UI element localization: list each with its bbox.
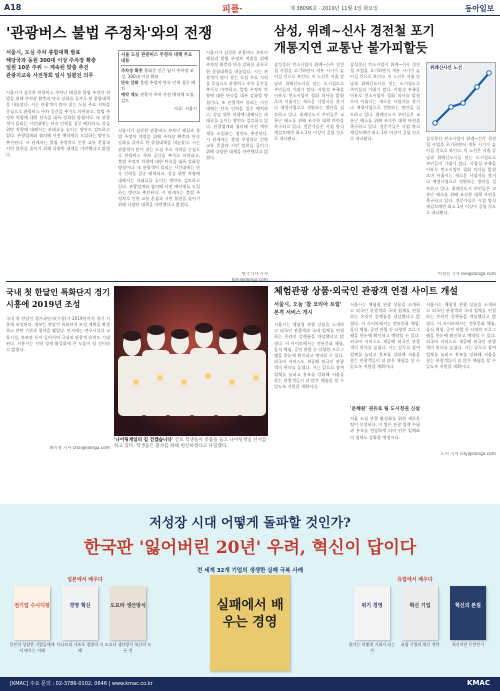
article2-body-col3: 삼성물산 컨소시엄이 위례~신사 경전철 사업을 포기하면서 개통 시기가 늦어질 것으로 보인다. 이 노선은 서울 강남과 위례신도시를 잇는 도시철도로 주민들의 기대가 컸다. 사업성 부족을 이유로 컨소시엄이 철회 의사를 밝혔으며 서울시는 새로운 사업자를 찾거나 재정사업으로 전환하는 방안을 검토하고 있다. 위례신도시 주민들은 교통난 해소를 위해 조속한 대책 마련을 촉구하고 있다. 전문가들은 사업 방식 재검토에만 최소 1년 이상이 걸릴 것으로 내다봤다.	[426, 136, 496, 216]
info-box-title: 서울 도심 관광버스 주정차 대책 주요 내용	[121, 53, 197, 66]
book-caption: 이나모리 가즈오 경영의 지혜	[56, 642, 104, 653]
article3-body-col1: 서울시는 체험형 관광 상품을 소개하고 외국인 관광객과 국내 업체를 연결하는 온라인 플랫폼을 개설했다고 밝혔다. 이 사이트에서는 전통문화 체험, 음식 체험, 공연 관람 등 다양한 프로그램을 한눈에 확인하고 예약할 수 있다. 외국어 서비스도 제공해 외국인 관광객의 편의를 높였다. 시는 앞으로 참여 업체를 늘리고 홍보를 강화해 서울을 찾는 관광객들이 더 많은 체험을 할 수 있도록 지원할 계획이다.	[274, 322, 344, 390]
photo-story-body: 국내 첫 한달인 접가과단지(가칭)가 2019년까지 경기 시흥에 조성된다. 정부는 한달인 특화단지 조성 계획을 확정하고 관련 기관과 협약을 맺었다. 단지에는 연구시설과 교육시설, 홍보관 등이 들어서며 국내외 관광객 유치도 기대된다. 시흥시는 지역 경제 활성화에 큰 도움이 될 것이라고 밝혔다.	[6, 316, 110, 353]
route-map	[426, 62, 496, 132]
photo-caption-title: '나이팅게일의 길 걷겠습니다'	[114, 438, 174, 443]
article2-body-col1: 삼성물산 컨소시엄이 위례~신사 경전철 사업을 포기하면서 개통 시기가 늦어질 것으로 보인다. 이 노선은 서울 강남과 위례신도시를 잇는 도시철도로 주민들의 기대가 컸다. 사업성 부족을 이유로 컨소시엄이 철회 의사를 밝혔으며 서울시는 새로운 사업자를 찾거나 재정사업으로 전환하는 방안을 검토하고 있다. 위례신도시 주민들은 교통난 해소를 위해 조속한 대책 마련을 촉구하고 있다. 전문가들은 사업 방식 재검토에만 최소 1년 이상이 걸릴 것으로 내다봤다.	[274, 62, 344, 142]
book-caption: 위기는 어떻게 기회가 되는가	[348, 642, 396, 653]
ad-label-left: 일본에서 배우다	[67, 577, 103, 583]
article3-subhead-2: '문해원' 권유로 팀 도시정권 신설	[350, 407, 420, 412]
article2-headline	[274, 22, 496, 56]
book-caption: 유럽 기업의 혁신 전략	[400, 642, 440, 647]
article1-subhead: 관광지교육 사전청회 일시 일괄진 의무	[6, 72, 94, 79]
ad-label-right: 유럽에서 배우다	[397, 577, 433, 583]
info-row: 예약 제도 관광지 주차 사전 예약제 도입 검토	[121, 92, 194, 103]
book-cover[interactable]: 혁신의 본질	[450, 586, 486, 640]
book-caption: 도요타 생산방식 혁신의 모든 것	[104, 642, 152, 653]
photo-story-headline: 국내 첫 한달인 특화단지 경기 시흥에 2019년 조성	[6, 287, 110, 309]
article2-body-col2: 삼성물산 컨소시엄이 위례~신사 경전철 사업을 포기하면서 개통 시기가 늦어질 것으로 보인다. 이 노선은 서울 강남과 위례신도시를 잇는 도시철도로 주민들의 기대가 컸다. 사업성 부족을 이유로 컨소시엄이 철회 의사를 밝혔으며 서울시는 새로운 사업자를 찾거나 재정사업으로 전환하는 방안을 검토하고 있다. 위례신도시 주민들은 교통난 해소를 위해 조속한 대책 마련을 촉구하고 있다. 전문가들은 사업 방식 재검토에만 최소 1년 이상이 걸릴 것으로 내다봤다.	[350, 62, 420, 142]
news-photo	[114, 286, 268, 436]
ad-subtitle: 전 세계 32개 기업의 생생한 실패 극복 사례	[196, 568, 304, 574]
info-box-source: 자료: 서울시	[174, 106, 197, 111]
page-number: A18	[4, 3, 22, 12]
route-map-graphic	[427, 63, 497, 133]
article1-body-col3: 서울시가 심각한 관광버스 주차난 해결과 불법 주정차 적발을 위해 주차장 확충과 단속 강화를 골자로 한 종합대책을 내놓았다. 시는 관광객이 많이 찾는 도심 주요 지역을 중심으로 관광버스 주차 공간을 추가로 마련하고, 불법 주정차 차량에 대한 단속을 대폭 강화할 방침이다. 또 관광객이 몰리는 시간대에는 단속 인력을 집중 배치하고, 상습 위반 차량에 대해서는 과태료를 높이는 방안도 검토하고 있다. 관광업계와 협의해 사전 예약제를 도입하는 방안도 추진된다. 시 관계자는 불법 주정차로 인한 교통 혼잡과 시민 불편을 줄이기 위해 다양한 대책을 마련했다고 밝혔다.	[206, 50, 268, 161]
article3-subhead: 서울시, 오늘 '참 코리아 트립' 본격 서비스 개시	[274, 302, 342, 316]
article2-byline: 이경진 기자 lee@donga.com	[437, 272, 496, 277]
issue-date: 제 38096호 · 2019년 11월 1일 화요일	[290, 6, 378, 12]
photo-caption	[114, 438, 268, 450]
book-cover[interactable]: 위기 경영	[354, 586, 390, 640]
photo-caption-text: 간호 학생들이 촛불을 들고 나이팅게일 선서를 하고 있다. 학생들은 환자를 위해 헌신하겠다고 다짐했다.	[114, 438, 267, 449]
article3-byline: 도시 기자 city@donga.com	[440, 452, 496, 457]
featured-book-title: 실패에서 배우는 경영	[216, 598, 284, 630]
book-cover[interactable]: 전기업 수시디팅	[14, 586, 50, 640]
article2-headline-line1: 삼성, 위례~신사 경전철 포기	[274, 23, 435, 38]
article3-headline: 체험관광 상품·외국인 관광객 연결 사이트 개설	[274, 287, 458, 297]
book-cover[interactable]: 경영 혁신	[62, 586, 98, 640]
book-caption: 혁신이란 무엇인가	[451, 642, 485, 647]
book-cover[interactable]: 혁신 기업	[402, 586, 438, 640]
article1-subhead: 해당국과 동원 300대 이상 주차장 확충	[6, 57, 97, 64]
featured-book-cover[interactable]	[210, 575, 290, 671]
article3-body-2: 서울 도심 관광 활성화를 위한 새로운 팀이 신설된다. 이 팀은 관광 정책 수립과 홍보를 전담하게 되며 민간 업체와의 협력도 강화할 예정이다.	[350, 416, 420, 440]
photo-story-byline: 최유정 기자 choi@donga.com	[49, 446, 110, 451]
article1-subhead: 서울시, 도심 주차 종합대책 발표	[6, 50, 81, 56]
info-row: 주차장 확충 광화문 인근 임시 주차장 조성, 300대 이상 확보	[121, 68, 194, 79]
kmac-logo: KMAC	[467, 679, 490, 687]
info-row: 단속 강화 불법 주정차 단속 인력 집중 배치	[121, 80, 196, 91]
article1-headline: '관광버스 불법 주정차'와의 전쟁	[6, 25, 213, 42]
divider	[6, 281, 496, 282]
article3-body-col3: 서울시는 체험형 관광 상품을 소개하고 외국인 관광객과 국내 업체를 연결하는 온라인 플랫폼을 개설했다고 밝혔다. 이 사이트에서는 전통문화 체험, 음식 체험, 공연 관람 등 다양한 프로그램을 한눈에 확인하고 예약할 수 있다. 외국어 서비스도 제공해 외국인 관광객의 편의를 높였다. 시는 앞으로 참여 업체를 늘리고 홍보를 강화해 서울을 찾는 관광객들이 더 많은 체험을 할 수 있도록 지원할 계획이다.	[426, 302, 496, 370]
ad-title-2: 한국판 '잃어버린 20년' 우려, 혁신이 답이다	[83, 538, 417, 558]
book-cover[interactable]: 도요타 생산방식	[110, 586, 146, 640]
info-box	[118, 50, 200, 122]
article1-subhead: 일원 10분 주위 ~ 계속된 맞춤 추진	[6, 65, 89, 71]
ad-header	[0, 504, 500, 564]
route-map-title: 위례신사선 노선	[430, 66, 462, 71]
nurses-candlelight-photo	[114, 286, 268, 436]
newspaper-logo: 동아일보	[465, 4, 494, 13]
article1-subheads	[6, 50, 110, 80]
book-caption: 일본의 성장한 기업들에게서 배우는 지혜	[9, 642, 55, 653]
article1-byline: 한국기자 기자	[241, 272, 268, 277]
ad-footer-contact: [KMAC] 주요 문의 : 02-3786-0102, 0646 | www.kmac.co.kr	[10, 681, 153, 687]
ad-title-1: 저성장 시대 어떻게 돌파할 것인가?	[149, 516, 351, 531]
section-title: 피플·	[222, 5, 243, 15]
article1-body-col2: 서울시가 심각한 관광버스 주차난 해결과 불법 주정차 적발을 위해 주차장 확충과 단속 강화를 골자로 한 종합대책을 내놓았다. 시는 관광객이 많이 찾는 도심 주요 지역을 중심으로 관광버스 주차 공간을 추가로 마련하고, 불법 주정차 차량에 대한 단속을 대폭 강화할 방침이다. 또 관광객이 몰리는 시간대에는 단속 인력을 집중 배치하고, 상습 위반 차량에 대해서는 과태료를 높이는 방안도 검토하고 있다. 관광업계와 협의해 사전 예약제를 도입하는 방안도 추진된다. 시 관계자는 불법 주정차로 인한 교통 혼잡과 시민 불편을 줄이기 위해 다양한 대책을 마련했다고 밝혔다.	[118, 128, 200, 208]
article2-headline-line2: 개통지연 교통난 불가피할듯	[274, 40, 428, 55]
article3-body-col2: 서울시는 체험형 관광 상품을 소개하고 외국인 관광객과 국내 업체를 연결하는 온라인 플랫폼을 개설했다고 밝혔다. 이 사이트에서는 전통문화 체험, 음식 체험, 공연 관람 등 다양한 프로그램을 한눈에 확인하고 예약할 수 있다. 외국어 서비스도 제공해 외국인 관광객의 편의를 높였다. 시는 앞으로 참여 업체를 늘리고 홍보를 강화해 서울을 찾는 관광객들이 더 많은 체험을 할 수 있도록 지원할 계획이다.	[350, 302, 420, 370]
article1-body-col1: 서울시가 심각한 관광버스 주차난 해결과 불법 주정차 적발을 위해 주차장 확충과 단속 강화를 골자로 한 종합대책을 내놓았다. 시는 관광객이 많이 찾는 도심 주요 지역을 중심으로 관광버스 주차 공간을 추가로 마련하고, 불법 주정차 차량에 대한 단속을 대폭 강화할 방침이다. 또 관광객이 몰리는 시간대에는 단속 인력을 집중 배치하고, 상습 위반 차량에 대해서는 과태료를 높이는 방안도 검토하고 있다. 관광업계와 협의해 사전 예약제를 도입하는 방안도 추진된다. 시 관계자는 불법 주정차로 인한 교통 혼잡과 시민 불편을 줄이기 위해 다양한 대책을 마련했다고 밝혔다.	[6, 90, 110, 158]
ad-footer	[0, 677, 500, 691]
page-header	[0, 0, 500, 16]
